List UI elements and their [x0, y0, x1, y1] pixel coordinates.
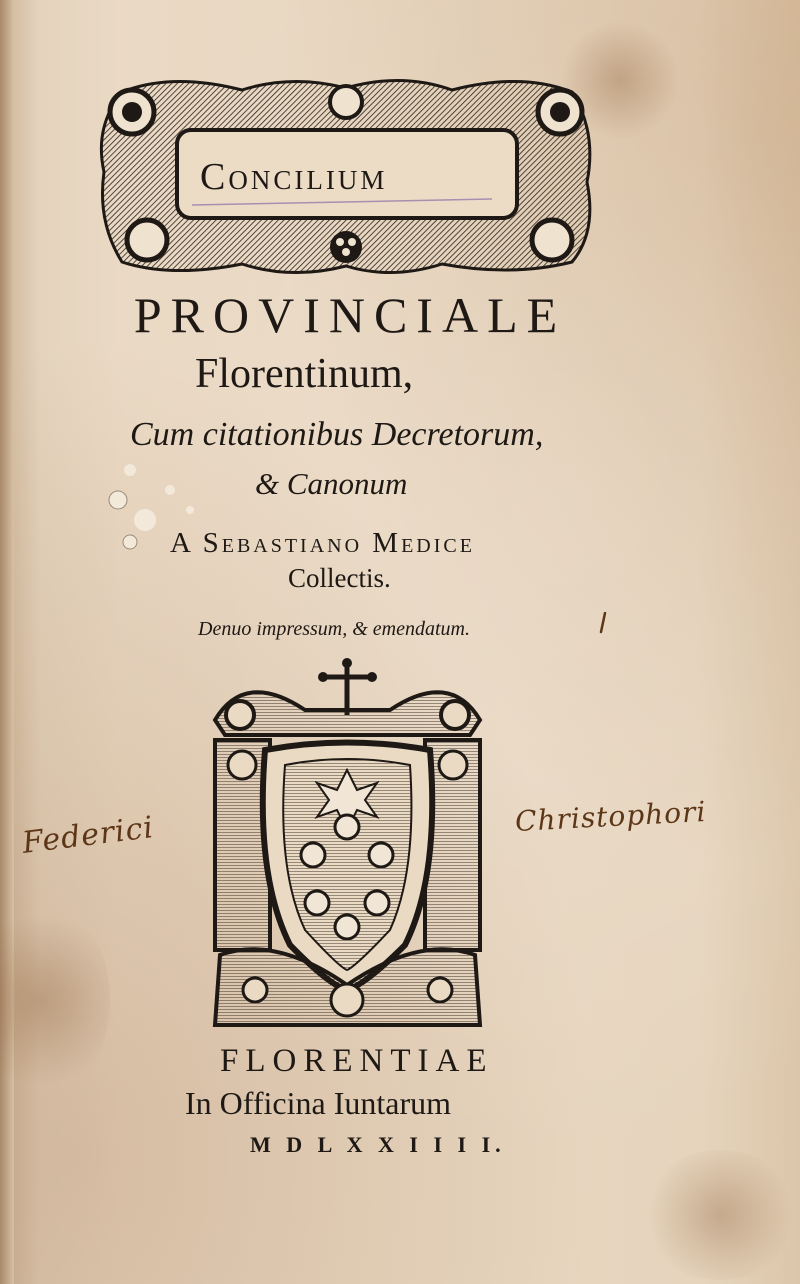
medici-coat-of-arms-icon	[205, 655, 490, 1035]
title-line-florentinum: Florentinum,	[195, 351, 414, 397]
paper-damage	[100, 450, 220, 560]
edition-note: Denuo impressum, & emendatum.	[198, 618, 471, 640]
ink-mark	[598, 612, 608, 634]
cartouche-title: Concilium	[200, 156, 388, 198]
foxing-stain	[640, 1150, 800, 1280]
handwritten-signature-right: Christophori	[514, 795, 708, 838]
collectis-line: Collectis.	[288, 563, 391, 593]
handwritten-signature-left: Federici	[20, 810, 156, 861]
imprint-year: M D L X X I I I I.	[250, 1132, 506, 1157]
imprint-city: FLORENTIAE	[220, 1043, 494, 1079]
foxing-stain	[0, 900, 110, 1100]
subtitle-line-canonum: & Canonum	[255, 466, 408, 501]
title-line-provinciale: PROVINCIALE	[133, 287, 567, 343]
author-line: A Sebastiano Medice	[170, 527, 475, 559]
subtitle-line-citationibus: Cum citationibus Decretorum,	[130, 416, 544, 453]
imprint-printer: In Officina Iuntarum	[185, 1085, 451, 1121]
